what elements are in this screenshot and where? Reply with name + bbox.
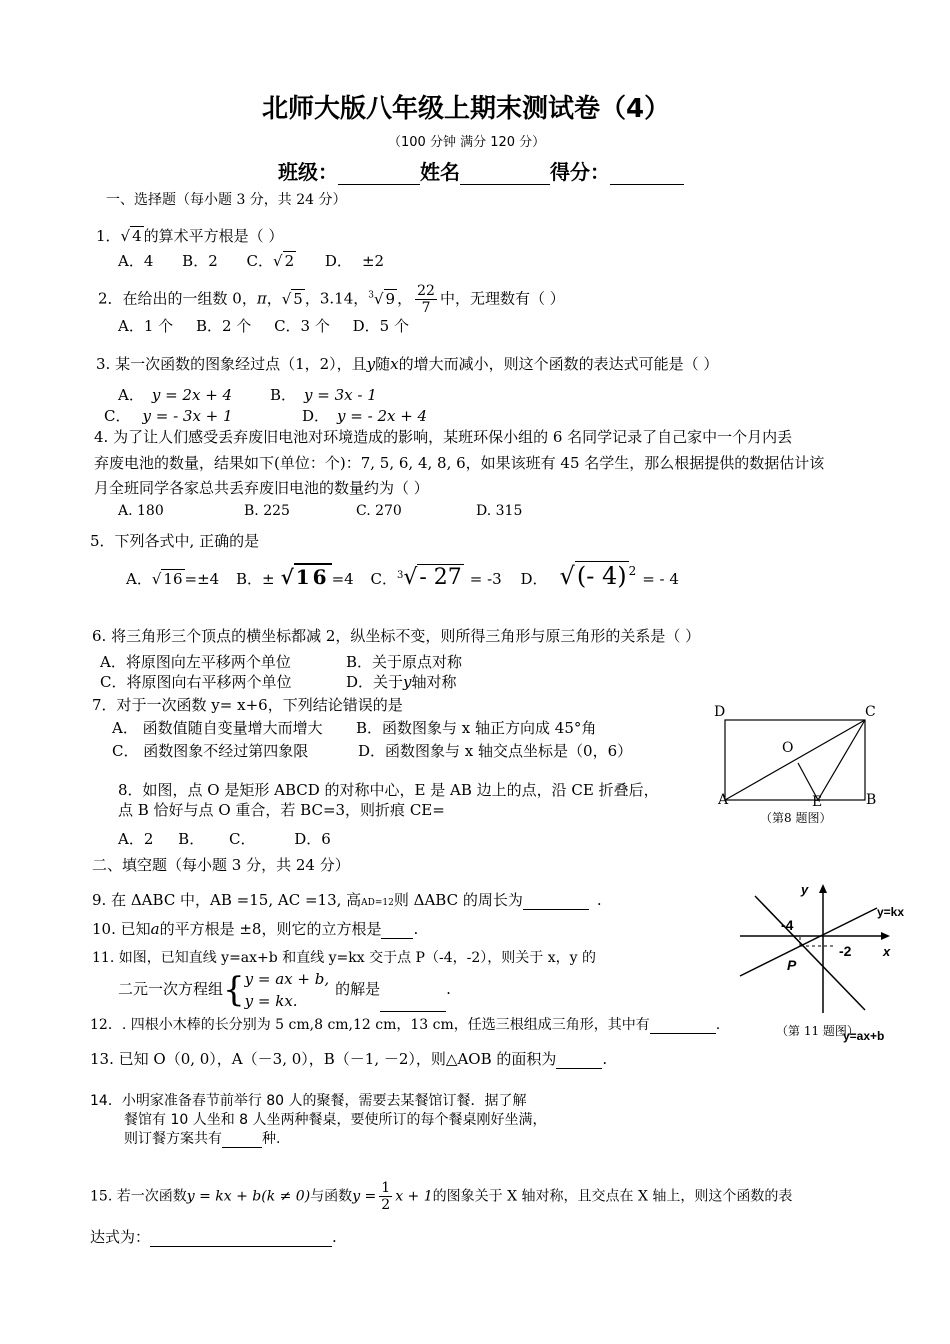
q9-garbled: AD=12	[361, 898, 394, 908]
question-14-line-2: 餐馆有 10 人坐和 8 人坐两种餐桌，要使所订的每个餐桌刚好坐满，	[124, 1112, 547, 1128]
q13-dot: .	[602, 1050, 608, 1068]
figure-11-caption: （第 11 题图）	[776, 1024, 859, 1038]
question-10	[92, 918, 418, 939]
q15-denominator: 2	[381, 1197, 391, 1213]
q2-text-start: 2．在给出的一组数 0，	[98, 289, 257, 308]
q11-end: 的解是	[335, 980, 381, 998]
q5-option-c[interactable]: C．	[370, 570, 397, 588]
q8-option-a[interactable]: A．2	[118, 830, 154, 848]
equation-system	[245, 968, 329, 1012]
crease-ce	[818, 720, 865, 800]
q12-dot: .	[715, 1017, 721, 1033]
q11-eq2: y = kx.	[244, 992, 298, 1010]
sqrt-symbol: √ 4	[120, 227, 142, 245]
q12-text: 12．. 四根小木棒的长分别为 5 cm,8 cm,12 cm，13 cm，任选三根组成三角形，其中有	[90, 1017, 650, 1033]
question-3-option-b[interactable]	[270, 384, 377, 405]
label-b: B	[866, 792, 877, 808]
question-2-options	[118, 315, 409, 336]
question-13	[90, 1048, 607, 1069]
question-9	[92, 889, 602, 910]
q2-r5: 5	[293, 289, 303, 308]
figure-8-caption: （第8 题图）	[760, 811, 832, 825]
question-14-line-1: 14．小明家准备春节前举行 80 人的聚餐，需要去某餐馆订餐．据了解	[90, 1093, 527, 1109]
point-p-label: P	[787, 957, 797, 973]
name-blank[interactable]	[460, 166, 550, 185]
q1-number: 1．	[96, 227, 121, 245]
q15-function-1: y = kx + b(k ≠ 0)	[186, 1188, 311, 1205]
q5-c-index: 3	[396, 570, 404, 581]
q11-dot: .	[446, 980, 451, 998]
name-label: 姓名	[420, 160, 460, 184]
q9-text: 9. 在 ΔABC 中，AB =15, AC =13, 高	[92, 891, 362, 909]
class-blank[interactable]	[338, 166, 420, 185]
q8-option-b[interactable]: B．	[178, 830, 205, 848]
q3-d-expr: y = - 2x + 4	[337, 407, 428, 425]
question-11-line-2	[118, 968, 451, 1012]
q1-c-radicand: 2	[284, 252, 295, 270]
q9-answer-blank[interactable]	[523, 891, 589, 910]
question-11-line-1: 11. 如图，已知直线 y=ax+b 和直线 y=kx 交于点 P（-4，-2），则关于 x，y 的	[92, 950, 596, 966]
question-14-line-3	[124, 1128, 280, 1148]
q7-option-b[interactable]: B．函数图象与 x 轴正方向成 45°角	[356, 719, 597, 737]
q8-option-c[interactable]: C．	[228, 830, 256, 848]
sqrt-symbol: √- 27	[403, 565, 462, 590]
q6-d-end: 轴对称	[411, 673, 457, 691]
q6-d-text: D．关于	[346, 673, 404, 691]
q14-answer-blank[interactable]	[222, 1131, 262, 1148]
q1-d-value: ±2	[361, 252, 385, 270]
minus-2-label: -2	[839, 943, 852, 959]
question-12	[90, 1014, 720, 1034]
q2-cube-index: 3	[368, 290, 374, 301]
q15-answer-label: 达式为：	[90, 1228, 151, 1246]
q2-option-d[interactable]: D．5 个	[352, 317, 409, 335]
label-e: E	[812, 794, 823, 810]
question-15-line-2	[90, 1226, 337, 1247]
q14-end: 种.	[262, 1131, 281, 1147]
sqrt-symbol: √ 2	[273, 252, 295, 270]
page-subtitle: （100 分钟 满分 120 分）	[388, 135, 546, 150]
q6-option-c[interactable]: C．将原图向右平移两个单位	[100, 673, 292, 691]
question-1-options	[118, 250, 384, 271]
question-4-line-1: 4. 为了让人们感受丢弃废旧电池对环境造成的影响，某班环保小组的 6 名同学记录了自己家中一个月内丢	[94, 428, 793, 446]
q2-fraction	[415, 283, 437, 316]
label-a: A	[718, 792, 729, 808]
q14-text: 则订餐方案共有	[124, 1131, 222, 1147]
q6-d-y: y	[403, 673, 412, 691]
question-4-line-3: 月全班同学各家总共丢弃废旧电池的数量约为（ ）	[94, 479, 429, 497]
line-ab-label: y=ax+b	[843, 1029, 885, 1043]
q11-text: 二元一次方程组	[118, 980, 224, 998]
q7-option-a[interactable]: A． 函数值随自变量增大而增大	[112, 719, 323, 737]
q2-option-a[interactable]: A．1 个	[118, 317, 174, 335]
y-axis-label: y	[801, 882, 809, 897]
q1-radicand: 4	[132, 227, 142, 245]
x-axis-arrow	[881, 932, 890, 940]
q4-option-c[interactable]: C. 270	[356, 503, 402, 519]
q4-option-b[interactable]: B. 225	[244, 503, 290, 519]
q5-a-value: =±4	[184, 570, 220, 588]
q1-option-b[interactable]: B．2	[182, 252, 218, 270]
q3-x: x	[390, 355, 399, 373]
q1-option-a[interactable]: A．4	[118, 252, 154, 270]
q3-a-expr: y = 2x + 4	[151, 386, 233, 404]
question-4-line-2: 弃废电池的数量，结果如下(单位：个)：7, 5, 6, 4, 8, 6，如果该班有 45 名学生，那么根据提供的数据估计该	[94, 454, 825, 472]
q6-option-d[interactable]	[346, 671, 457, 692]
q5-d-value: = - 4	[642, 570, 679, 588]
q4-option-d[interactable]: D. 315	[476, 503, 523, 519]
figure-8	[710, 700, 880, 830]
q15-function-2-start: y =	[352, 1188, 377, 1205]
question-1	[96, 225, 283, 246]
sqrt-symbol: √(- 4) $^2$	[559, 562, 637, 590]
sqrt-symbol: √ 9	[373, 289, 396, 308]
q5-c-value: = -3	[469, 570, 502, 588]
q9-dot: .	[596, 891, 602, 909]
q13-text: 13. 已知 O（0, 0），A（－3, 0），B（－1, －2），则△AOB 的面积为	[90, 1050, 557, 1068]
q10-dot: .	[413, 920, 419, 938]
q2-option-c[interactable]: C．3 个	[274, 317, 330, 335]
q3-c-label: C．	[104, 407, 131, 425]
figure-11	[735, 878, 915, 1043]
label-d: D	[714, 704, 726, 720]
q5-a-radicand: 16	[163, 570, 183, 588]
section-2-heading: 二、填空题（每小题 3 分，共 24 分）	[92, 856, 350, 874]
q3-d-label: D．	[302, 407, 330, 425]
q13-answer-blank[interactable]	[556, 1050, 602, 1069]
q6-option-a[interactable]: A．将原图向左平移两个单位	[100, 653, 291, 671]
line-kx-label: y=kx	[877, 905, 905, 919]
q7-option-d[interactable]: D．函数图象与 x 轴交点坐标是（0，6）	[358, 742, 633, 760]
q3-end: 的增大而减小，则这个函数的表达式可能是（ ）	[398, 355, 719, 373]
label-o: O	[782, 740, 794, 756]
question-8-line-2: 点 B 恰好与点 O 重合，若 BC=3，则折痕 CE=	[118, 801, 445, 819]
q10-text: 的平方根是 ±8，则它的立方根是	[159, 920, 382, 938]
q2-r9: 9	[385, 289, 396, 308]
q3-a-label: A．	[118, 386, 144, 404]
q1-option-d[interactable]: D．	[324, 252, 352, 270]
question-3-option-c[interactable]	[104, 405, 233, 426]
q15-pre: 15. 若一次函数	[90, 1188, 187, 1205]
q3-y: y	[366, 355, 376, 373]
q5-b-radicand: 16	[295, 565, 330, 589]
y-axis-arrow	[819, 884, 827, 893]
page-title: 北师大版八年级上期末测试卷（4）	[262, 94, 671, 124]
diagonal-ac	[725, 720, 865, 800]
q11-answer-blank[interactable]	[380, 993, 446, 1012]
q2-text-end: 中，无理数有（ ）	[439, 289, 565, 308]
q2-numerator: 22	[417, 283, 435, 299]
q3-b-label: B．	[270, 386, 297, 404]
q1-text: 的算术平方根是（ ）	[143, 227, 284, 245]
minus-4-label: -4	[781, 917, 794, 933]
q10-pre: 10. 已知	[92, 920, 151, 938]
q1-option-c[interactable]: C．	[246, 252, 274, 270]
question-5-options	[126, 562, 679, 590]
q15-numerator: 1	[381, 1180, 391, 1196]
q11-eq1: y = ax + b,	[244, 970, 330, 988]
q5-d-exponent: 2	[628, 564, 637, 578]
section-1-heading: 一、选择题（每小题 3 分，共 24 分）	[106, 192, 347, 208]
q2-sep: ，	[266, 289, 282, 308]
q5-option-b[interactable]: B．±	[235, 570, 275, 588]
question-7: 7．对于一次函数 y= x+6，下列结论错误的是	[92, 696, 403, 714]
q8-option-d[interactable]: D．6	[294, 830, 331, 848]
q15-function-2-end: x + 1	[395, 1188, 433, 1205]
question-2: 2．在给出的一组数 0，π，√ 5 ，3.14，$^3$√ 9 ， $\frac{22}{7}$ 中，无理数有（ ）	[98, 283, 565, 316]
q12-answer-blank[interactable]	[650, 1015, 716, 1034]
sqrt-symbol: √ 16	[280, 565, 330, 589]
q2-denominator: 7	[421, 300, 431, 316]
q3-text: 3. 某一次函数的图象经过点（1，2），且	[96, 355, 367, 373]
class-label: 班级：	[278, 160, 338, 184]
line-kx	[740, 908, 877, 976]
q10-answer-blank[interactable]	[381, 920, 413, 939]
q5-d-radicand: (- 4)	[576, 562, 627, 590]
score-label: 得分：	[550, 160, 610, 184]
q3-c-expr: y = - 3x + 1	[142, 407, 233, 425]
question-3-option-a[interactable]	[118, 384, 232, 405]
q2-t314: ，3.14，	[304, 289, 369, 308]
q3-b-expr: y = 3x - 1	[304, 386, 377, 404]
q4-option-a[interactable]: A. 180	[118, 503, 164, 519]
q5-b-value: =4	[331, 570, 354, 588]
sqrt-symbol: √ 16	[151, 570, 183, 588]
header-fields	[278, 156, 684, 185]
q9-end: 则 ΔABC 的周长为	[393, 891, 523, 909]
q15-mid: 与函数	[310, 1188, 353, 1205]
q5-option-d[interactable]: D．	[520, 570, 548, 588]
q6-option-b[interactable]: B．关于原点对称	[346, 653, 463, 671]
q5-c-radicand: - 27	[419, 565, 462, 590]
q2-option-b[interactable]: B．2 个	[195, 317, 252, 335]
label-c: C	[865, 704, 876, 720]
x-axis-label: x	[883, 944, 891, 959]
question-3	[96, 353, 718, 374]
question-8-line-1: 8．如图，点 O 是矩形 ABCD 的对称中心，E 是 AB 边上的点，沿 CE 折叠后，	[118, 781, 659, 799]
sqrt-symbol: √ 5	[281, 289, 303, 308]
q15-end: 的图象关于 X 轴对称，且交点在 X 轴上，则这个函数的表	[432, 1188, 793, 1205]
q15-fraction	[379, 1180, 392, 1213]
q10-a: a	[150, 920, 160, 938]
q3-mid: 随	[375, 355, 391, 373]
question-3-option-d[interactable]	[302, 405, 427, 426]
q5-option-a[interactable]: A．	[126, 570, 152, 588]
q15-answer-blank[interactable]	[150, 1228, 332, 1247]
q15-dot: .	[332, 1228, 337, 1246]
question-8-options	[118, 828, 331, 849]
system-brace: {	[223, 970, 245, 1010]
q2-pi: π	[256, 289, 267, 308]
q7-option-c[interactable]: C． 函数图象不经过第四象限	[112, 742, 309, 760]
question-5: 5．下列各式中, 正确的是	[90, 532, 260, 550]
question-15	[90, 1180, 792, 1213]
score-blank[interactable]	[610, 166, 684, 185]
question-6: 6. 将三角形三个顶点的横坐标都减 2，纵坐标不变，则所得三角形与原三角形的关系是（ ）	[92, 627, 701, 645]
